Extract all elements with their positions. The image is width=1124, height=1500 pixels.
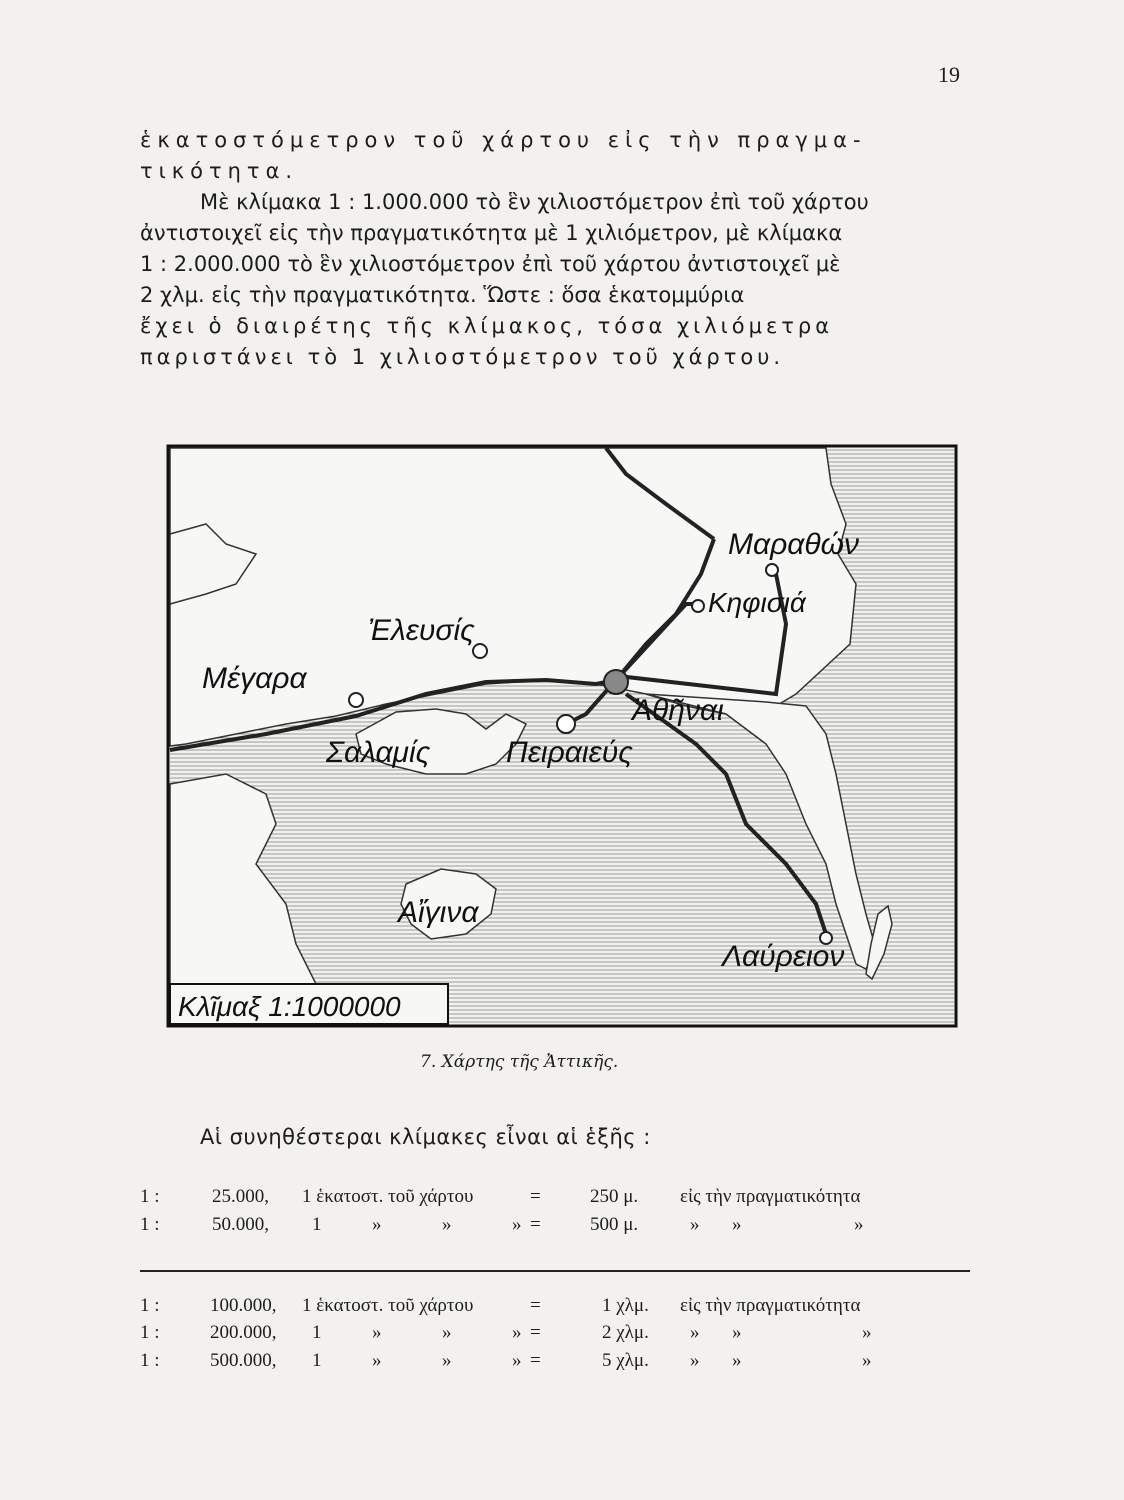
scale-tail: εἰς τὴν πραγματικότητα [680,1186,861,1207]
scale-result: 2 χλμ. [602,1322,649,1343]
label-piraeus: Πειραιεύς [506,736,633,769]
ditto-mark: » [442,1322,452,1343]
scale-value: 100.000, [210,1295,277,1316]
ditto-mark: » [372,1350,382,1371]
scale-ratio: 1 : [140,1322,160,1343]
scale-row [140,1214,970,1242]
ditto-mark: » [732,1214,742,1235]
text-line: 1 : 2.000.000 τὸ ἓν χιλιοστόμετρον ἐπὶ τοῦ χάρτου ἀντιστοιχεῖ μὲ [140,252,841,276]
page-number: 19 [938,62,960,87]
ditto-mark: » [690,1214,700,1235]
text-line: ἀντιστοιχεῖ εἰς τὴν πραγματικότητα μὲ 1 χιλιόμετρον, μὲ κλίμακα [140,221,843,245]
ditto-mark: » [372,1214,382,1235]
marker-marathon [766,564,778,576]
scale-tail: εἰς τὴν πραγματικότητα [680,1295,861,1316]
label-kifisia: Κηφισιά [708,587,806,618]
scales-intro: Αἱ συνηθέστεραι κλίμακες εἶναι αἱ ἑξῆς : [200,1125,651,1149]
text-line: ἑκατοστόμετρον τοῦ χάρτου εἰς τὴν πραγμα- [140,128,867,152]
label-megara: Μέγαρα [202,662,307,695]
text-line: Μὲ κλίμακα 1 : 1.000.000 τὸ ἓν χιλιοστόμετρον ἐπὶ τοῦ χάρτου [200,190,869,214]
marker-megara [349,693,363,707]
scale-equals: = [530,1350,541,1371]
scale-row [140,1186,970,1214]
scale-result: 500 μ. [590,1214,639,1235]
scale-ratio: 1 : [140,1350,160,1371]
ditto-mark: » [690,1350,700,1371]
scale-unit: 1 [312,1322,322,1343]
scale-value: 500.000, [210,1350,277,1371]
ditto-mark: » [512,1350,522,1371]
scale-equals: = [530,1295,541,1316]
scale-unit: 1 ἑκατοστ. τοῦ χάρτου [302,1186,474,1207]
marker-piraeus [557,715,575,733]
marker-eleusis [473,644,487,658]
scale-ratio: 1 : [140,1214,160,1235]
scale-label: Κλῖμαξ 1:1000000 [178,991,401,1022]
text-line: ἔχει ὁ διαιρέτης τῆς κλίμακος, τόσα χιλιόμετρα [140,314,834,338]
scale-row [140,1350,970,1378]
scale-row [140,1295,970,1323]
ditto-mark: » [854,1214,864,1235]
label-athens: Ἀθῆναι [632,694,724,727]
ditto-mark: » [732,1350,742,1371]
figure-caption: 7. Χάρτης τῆς Ἀττικῆς. [420,1052,619,1072]
scale-equals: = [530,1186,541,1207]
marker-kifisia [692,600,704,612]
text-line: παριστάνει τὸ 1 χιλιοστόμετρον τοῦ χάρτου. [140,345,785,369]
ditto-mark: » [690,1322,700,1343]
scale-ratio: 1 : [140,1295,160,1316]
marker-athens [604,670,628,694]
scale-row [140,1322,970,1350]
scale-unit: 1 [312,1214,322,1235]
label-aegina: Αἴγινα [398,896,479,929]
scale-equals: = [530,1322,541,1343]
label-marathon: Μαραθών [728,528,860,561]
ditto-mark: » [862,1322,872,1343]
scale-equals: = [530,1214,541,1235]
scale-result: 5 χλμ. [602,1350,649,1371]
scale-result: 1 χλμ. [602,1295,649,1316]
body-paragraph [140,125,970,373]
scale-value: 200.000, [210,1322,277,1343]
scale-ratio: 1 : [140,1186,160,1207]
scale-unit: 1 [312,1350,322,1371]
ditto-mark: » [862,1350,872,1371]
ditto-mark: » [732,1322,742,1343]
map-canvas [166,444,958,1028]
ditto-mark: » [512,1322,522,1343]
label-salamis: Σαλαμίς [326,736,431,769]
ditto-mark: » [372,1322,382,1343]
ditto-mark: » [442,1214,452,1235]
label-eleusis: Ἐλευσίς [368,614,475,647]
scale-unit: 1 ἑκατοστ. τοῦ χάρτου [302,1295,474,1316]
scale-value: 50.000, [212,1214,269,1235]
text-line: 2 χλμ. εἰς τὴν πραγματικότητα. Ὥστε : ὅσα ἑκατομμύρια [140,283,745,307]
scale-result: 250 μ. [590,1186,639,1207]
label-laurion: Λαύρειον [722,940,845,973]
section-divider [140,1270,970,1272]
attica-map [166,444,958,1028]
ditto-mark: » [512,1214,522,1235]
ditto-mark: » [442,1350,452,1371]
scale-value: 25.000, [212,1186,269,1207]
text-line: τικότητα. [140,159,299,183]
